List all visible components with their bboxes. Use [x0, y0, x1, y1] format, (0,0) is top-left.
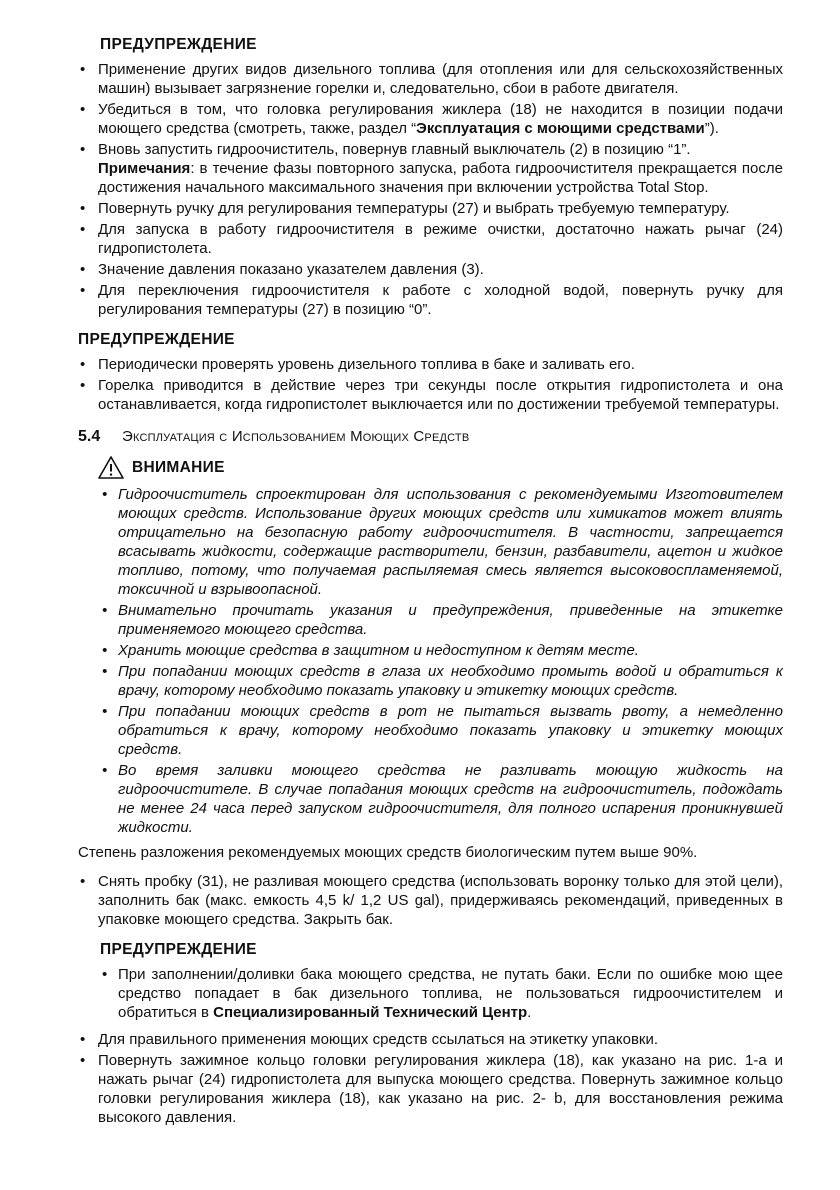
bullet: • — [80, 1031, 86, 1048]
bullet: • — [80, 61, 86, 78]
list-item: • Повернуть ручку для регулирования температуры (27) и выбрать требуемую температуру. — [80, 200, 730, 217]
note-label: Примечания — [98, 160, 191, 177]
bullet: • — [80, 356, 86, 373]
bullet: • — [80, 200, 86, 217]
warning-list-1 — [78, 60, 783, 319]
attention-label: ВНИМАНИЕ — [132, 458, 225, 476]
warning-list-2 — [78, 355, 783, 414]
bullet: • — [80, 101, 86, 118]
list-item: • Снять пробку (31), не разливая моющего средства (использовать воронку только для этой цели), заполнить бак (макс. емкость 4,5 k/ 1,2 US gal), придерживаясь рекомендаций, приведенных в упаковке моющего средства. Закрыть бак. — [80, 873, 783, 928]
attention-heading — [98, 456, 783, 479]
section-heading — [78, 428, 783, 446]
bullet: • — [102, 703, 108, 720]
bullet: • — [80, 141, 86, 158]
biodegradability-paragraph: Степень разложения рекомендуемых моющих средств биологическим путем выше 90%. — [78, 844, 698, 861]
warning-heading-3: ПРЕДУПРЕЖДЕНИЕ — [100, 941, 257, 958]
list-item: • Гидроочиститель спроектирован для использования с рекомендуемыми Изготовителем моющих средств. Использование других моющих средств или химикатов может влиять отрицательно на безопасную работу гидроочистителя. В частности, запрещается всасывать жидкости, содержащие растворители, бензин, разбавители, ацетон и жидкое топливо, потому, что получаемая распыляемая смесь является высоковоспламеняемой, токсичной и взрывоопасной. — [102, 486, 783, 598]
list-item: • Вновь запустить гидроочиститель, повернув главный выключатель (2) в позицию “1”. Примечания: в течение фазы повторного запуска, работа гидроочистителя прекращается после достижения начального максимального значения при включении устройства Total Stop. — [80, 141, 783, 196]
list-item: • Значение давления показано указателем давления (3). — [80, 261, 484, 278]
list-item: • Убедиться в том, что головка регулирования жиклера (18) не находится в позиции подачи моющего средства (смотреть, также, раздел “Эксплуатация с моющими средствами”). — [80, 101, 783, 137]
final-instructions-list — [78, 1030, 783, 1127]
fill-tank-list — [78, 872, 783, 929]
list-item: • При попадании моющих средств в глаза их необходимо промыть водой и обратиться к врачу, которому необходимо показать упаковку и этикетку моющих средств. — [102, 663, 783, 699]
document-page — [78, 36, 783, 1129]
list-item: • Применение других видов дизельного топлива (для отопления или для сельскохозяйственных машин) вызывает загрязнение горелки и, следовательно, сбои в работе двигателя. — [80, 61, 783, 97]
bullet: • — [102, 762, 108, 779]
list-item: • Для правильного применения моющих средств ссылаться на этикетку упаковки. — [80, 1031, 659, 1048]
section-number: 5.4 — [78, 428, 101, 445]
list-item: • Внимательно прочитать указания и предупреждения, приведенные на этикетке применяемого моющего средства. — [102, 602, 783, 638]
list-item: • При заполнении/доливки бака моющего средства, не путать баки. Если по ошибке мою щее средство попадает в бак дизельного топлива, не пользоваться гидроочистителем и обратиться в Специализированный Технический Центр. — [102, 966, 783, 1021]
bullet: • — [102, 966, 108, 983]
bullet: • — [102, 486, 108, 503]
bullet: • — [102, 663, 108, 680]
list-item: • Периодически проверять уровень дизельного топлива в баке и заливать его. — [80, 356, 635, 373]
warning-heading-1: ПРЕДУПРЕЖДЕНИЕ — [100, 36, 257, 53]
list-item: • Повернуть зажимное кольцо головки регулирования жиклера (18), как указано на рис. 1-а и нажать рычаг (24) гидропистолета для выпуска моющего средства. Повернуть зажимное кольцо головки регулирования жиклера (18), как указано на рис. 2- b, для восстановления режима высокого давления. — [80, 1052, 783, 1126]
bullet: • — [80, 282, 86, 299]
list-item: • Хранить моющие средства в защитном и недоступном к детям месте. — [102, 642, 639, 659]
bullet: • — [80, 873, 86, 890]
list-item: • Для переключения гидроочистителя к работе с холодной водой, повернуть ручку для регулирования температуры (27) в позицию “0”. — [80, 282, 783, 318]
bullet: • — [102, 642, 108, 659]
bold-reference: Эксплуатация с моющими средствами — [416, 120, 705, 137]
list-item: • Горелка приводится в действие через три секунды после открытия гидропистолета и она останавливается, когда гидропистолет выключается или по достижении требуемой температуры. — [80, 377, 783, 413]
section-title: Эксплуатация с Использованием Моющих Средств — [122, 428, 470, 445]
list-item: • При попадании моющих средств в рот не пытаться вызвать рвоту, а немедленно обратиться к врачу, которому необходимо показать упаковку и этикетку моющих средств. — [102, 703, 783, 758]
list-item: • Для запуска в работу гидроочистителя в режиме очистки, достаточно нажать рычаг (24) гидропистолета. — [80, 221, 783, 257]
bullet: • — [80, 377, 86, 394]
bullet: • — [102, 602, 108, 619]
bullet: • — [80, 261, 86, 278]
service-center-label: Специализированный Технический Центр — [213, 1004, 528, 1021]
bullet: • — [80, 1052, 86, 1069]
attention-list — [100, 485, 783, 837]
warning-list-3 — [100, 965, 783, 1022]
warning-triangle-icon — [98, 456, 124, 479]
bullet: • — [80, 221, 86, 238]
list-item: • Во время заливки моющего средства не разливать моющую жидкость на гидроочистителе. В случае попадания моющих средств на гидроочиститель, подождать не менее 24 часа перед запуском гидроочистителя, для полного испарения проникнувшей жидкости. — [102, 762, 783, 836]
warning-heading-2: ПРЕДУПРЕЖДЕНИЕ — [78, 331, 235, 348]
